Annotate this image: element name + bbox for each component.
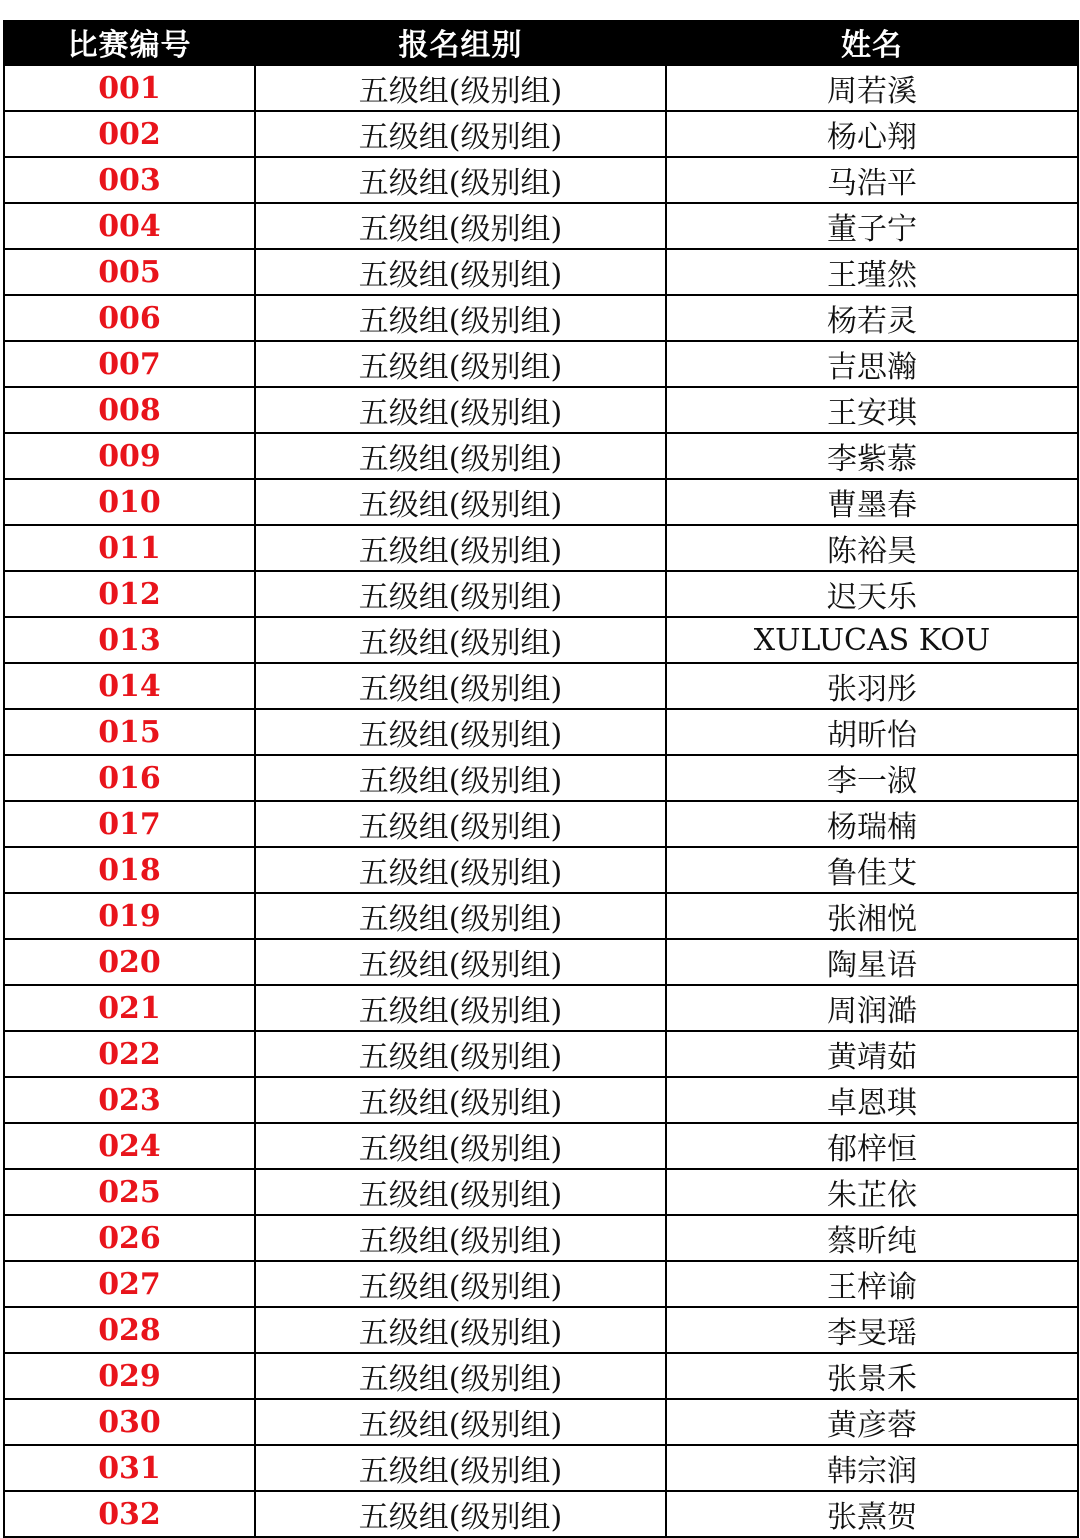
row-group: 五级组(级别组): [255, 1123, 666, 1169]
row-name: 蔡昕纯: [666, 1215, 1078, 1261]
row-group: 五级组(级别组): [255, 709, 666, 755]
table-row: [4, 433, 1078, 479]
row-number: 031: [4, 1445, 255, 1491]
row-name: 王梓谕: [666, 1261, 1078, 1307]
row-name: XULUCAS KOU: [666, 617, 1078, 663]
row-name: 马浩平: [666, 157, 1078, 203]
row-number: 015: [4, 709, 255, 755]
header-number: 比赛编号: [4, 20, 255, 65]
table-row: [4, 755, 1078, 801]
table-row: [4, 157, 1078, 203]
row-number: 016: [4, 755, 255, 801]
row-name: 杨瑞楠: [666, 801, 1078, 847]
row-name: 董子宁: [666, 203, 1078, 249]
row-number: 032: [4, 1491, 255, 1537]
table-row: [4, 341, 1078, 387]
row-name: 李旻瑶: [666, 1307, 1078, 1353]
table-row: [4, 709, 1078, 755]
row-number: 017: [4, 801, 255, 847]
table-row: [4, 1445, 1078, 1491]
row-number: 013: [4, 617, 255, 663]
row-name: 迟天乐: [666, 571, 1078, 617]
row-name: 朱芷依: [666, 1169, 1078, 1215]
table-row: [4, 295, 1078, 341]
row-group: 五级组(级别组): [255, 157, 666, 203]
row-name: 张湘悦: [666, 893, 1078, 939]
table-row: [4, 617, 1078, 663]
row-number: 028: [4, 1307, 255, 1353]
row-name: 张羽彤: [666, 663, 1078, 709]
row-number: 007: [4, 341, 255, 387]
table-row: [4, 1031, 1078, 1077]
row-number: 019: [4, 893, 255, 939]
row-group: 五级组(级别组): [255, 1445, 666, 1491]
row-group: 五级组(级别组): [255, 65, 666, 111]
row-group: 五级组(级别组): [255, 433, 666, 479]
row-group: 五级组(级别组): [255, 755, 666, 801]
table-row: [4, 801, 1078, 847]
table-row: [4, 571, 1078, 617]
row-name: 郁梓恒: [666, 1123, 1078, 1169]
row-name: 杨心翔: [666, 111, 1078, 157]
row-number: 006: [4, 295, 255, 341]
header-name: 姓名: [666, 20, 1078, 65]
table-row: [4, 1261, 1078, 1307]
row-group: 五级组(级别组): [255, 939, 666, 985]
row-group: 五级组(级别组): [255, 341, 666, 387]
row-group: 五级组(级别组): [255, 111, 666, 157]
row-number: 027: [4, 1261, 255, 1307]
row-group: 五级组(级别组): [255, 1307, 666, 1353]
row-name: 杨若灵: [666, 295, 1078, 341]
row-group: 五级组(级别组): [255, 249, 666, 295]
row-number: 009: [4, 433, 255, 479]
row-number: 014: [4, 663, 255, 709]
row-number: 001: [4, 65, 255, 111]
table-row: [4, 1215, 1078, 1261]
row-group: 五级组(级别组): [255, 985, 666, 1031]
row-group: 五级组(级别组): [255, 203, 666, 249]
row-number: 012: [4, 571, 255, 617]
table-row: [4, 1123, 1078, 1169]
row-name: 鲁佳艾: [666, 847, 1078, 893]
table-row: [4, 249, 1078, 295]
table-row: [4, 1399, 1078, 1445]
row-number: 008: [4, 387, 255, 433]
row-number: 010: [4, 479, 255, 525]
row-name: 卓恩琪: [666, 1077, 1078, 1123]
row-number: 003: [4, 157, 255, 203]
table-row: [4, 525, 1078, 571]
table-row: [4, 663, 1078, 709]
row-number: 005: [4, 249, 255, 295]
row-group: 五级组(级别组): [255, 1031, 666, 1077]
row-name: 李紫慕: [666, 433, 1078, 479]
row-group: 五级组(级别组): [255, 1169, 666, 1215]
row-number: 002: [4, 111, 255, 157]
table-row: [4, 1353, 1078, 1399]
row-name: 胡昕怡: [666, 709, 1078, 755]
row-name: 李一淑: [666, 755, 1078, 801]
row-name: 张熹贺: [666, 1491, 1078, 1537]
row-group: 五级组(级别组): [255, 479, 666, 525]
table-row: [4, 387, 1078, 433]
table-row: [4, 939, 1078, 985]
row-number: 030: [4, 1399, 255, 1445]
row-number: 025: [4, 1169, 255, 1215]
row-name: 张景禾: [666, 1353, 1078, 1399]
table-body: [4, 65, 1078, 1537]
row-name: 陶星语: [666, 939, 1078, 985]
row-number: 024: [4, 1123, 255, 1169]
row-number: 011: [4, 525, 255, 571]
row-name: 曹墨春: [666, 479, 1078, 525]
row-name: 周若溪: [666, 65, 1078, 111]
row-group: 五级组(级别组): [255, 295, 666, 341]
table-row: [4, 1077, 1078, 1123]
row-group: 五级组(级别组): [255, 1215, 666, 1261]
row-number: 018: [4, 847, 255, 893]
row-group: 五级组(级别组): [255, 387, 666, 433]
row-group: 五级组(级别组): [255, 663, 666, 709]
row-number: 026: [4, 1215, 255, 1261]
row-group: 五级组(级别组): [255, 847, 666, 893]
row-group: 五级组(级别组): [255, 1261, 666, 1307]
row-number: 021: [4, 985, 255, 1031]
row-group: 五级组(级别组): [255, 893, 666, 939]
row-number: 022: [4, 1031, 255, 1077]
header-group: 报名组别: [255, 20, 666, 65]
row-name: 王瑾然: [666, 249, 1078, 295]
row-number: 004: [4, 203, 255, 249]
row-name: 周润澔: [666, 985, 1078, 1031]
row-group: 五级组(级别组): [255, 1399, 666, 1445]
row-group: 五级组(级别组): [255, 617, 666, 663]
registration-table: [3, 20, 1079, 1538]
row-group: 五级组(级别组): [255, 571, 666, 617]
row-name: 黄彦蓉: [666, 1399, 1078, 1445]
row-number: 020: [4, 939, 255, 985]
row-name: 吉思瀚: [666, 341, 1078, 387]
table-row: [4, 1491, 1078, 1537]
header-row: [4, 20, 1078, 65]
table-row: [4, 847, 1078, 893]
row-group: 五级组(级别组): [255, 1353, 666, 1399]
table-row: [4, 893, 1078, 939]
row-name: 韩宗润: [666, 1445, 1078, 1491]
table-row: [4, 985, 1078, 1031]
row-name: 王安琪: [666, 387, 1078, 433]
table-row: [4, 203, 1078, 249]
row-number: 029: [4, 1353, 255, 1399]
row-name: 陈裕昊: [666, 525, 1078, 571]
row-group: 五级组(级别组): [255, 1077, 666, 1123]
row-group: 五级组(级别组): [255, 525, 666, 571]
row-name: 黄靖茹: [666, 1031, 1078, 1077]
table-row: [4, 65, 1078, 111]
row-number: 023: [4, 1077, 255, 1123]
row-group: 五级组(级别组): [255, 801, 666, 847]
table-row: [4, 1307, 1078, 1353]
table-row: [4, 479, 1078, 525]
table-row: [4, 111, 1078, 157]
table-row: [4, 1169, 1078, 1215]
row-group: 五级组(级别组): [255, 1491, 666, 1537]
